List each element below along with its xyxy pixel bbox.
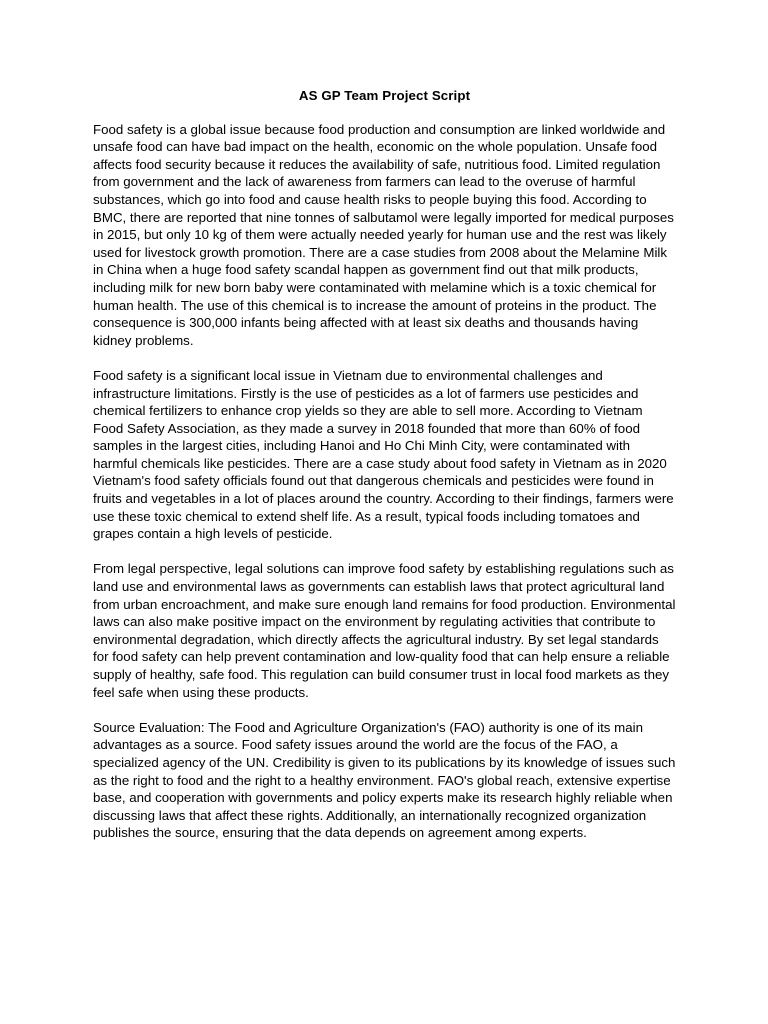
paragraph-source-evaluation: Source Evaluation: The Food and Agriculture Organization's (FAO) authority is one of its main advantages as a source. Food safety issues around the world are the focus of the FAO, a specialized agency of the UN. Credibility is given to its publications by its knowledge of issues such as the right to food and the right to a healthy environment. FAO's global reach, extensive expertise base, and cooperation with governments and policy experts make its research highly reliable when discussing laws that affect these rights. Additionally, an internationally recognized organization publishes the source, ensuring that the data depends on agreement among experts. [93,719,676,841]
document-title: AS GP Team Project Script [298,88,471,103]
paragraph-global-issue: Food safety is a global issue because food production and consumption are linked worldwide and unsafe food can have bad impact on the health, economic on the whole population. Unsafe food affects food security because it reduces the availability of safe, nutritious food. Limited regulation from government and the lack of awareness from farmers can lead to the overuse of harmful substances, which go into food and cause health risks to people buying this food. According to BMC, there are reported that nine tonnes of salbutamol were legally imported for medical purposes in 2015, but only 10 kg of them were actually needed yearly for human use and the rest was likely used for livestock growth promotion. There are a case studies from 2008 about the Melamine Milk in China when a huge food safety scandal happen as government find out that milk products, including milk for new born baby were contaminated with melamine which is a toxic chemical for human health. The use of this chemical is to increase the amount of proteins in the product. The consequence is 300,000 infants being affected with at least six deaths and thousands having kidney problems. [93,121,674,348]
paragraph-local-issue: Food safety is a significant local issue in Vietnam due to environmental challenges and infrastructure limitations. Firstly is the use of pesticides as a lot of farmers use pesticides and chemical fertilizers to enhance crop yields so they are able to sell more. According to Vietnam Food Safety Association, as they made a survey in 2018 founded that more than 60% of food samples in the largest cities, including Hanoi and Ho Chi Minh City, were contaminated with harmful chemicals like pesticides. There are a case study about food safety in Vietnam as in 2020 Vietnam's food safety officials found out that dangerous chemicals and pesticides were found in fruits and vegetables in a lot of places around the country. According to their findings, farmers were use these toxic chemical to extend shelf life. As a result, typical foods including tomatoes and grapes contain a high levels of pesticide. [93,367,674,542]
paragraph-legal-perspective: From legal perspective, legal solutions can improve food safety by establishing regulations such as land use and environmental laws as governments can establish laws that protect agricultural land from urban encroachment, and make sure enough land remains for food production. Environmental laws can also make positive impact on the environment by regulating activities that contribute to environmental degradation, which directly affects the agricultural industry. By set legal standards for food safety can help prevent contamination and low-quality food that can help ensure a reliable supply of healthy, safe food. This regulation can build consumer trust in local food markets as they feel safe when using these products. [93,561,676,700]
